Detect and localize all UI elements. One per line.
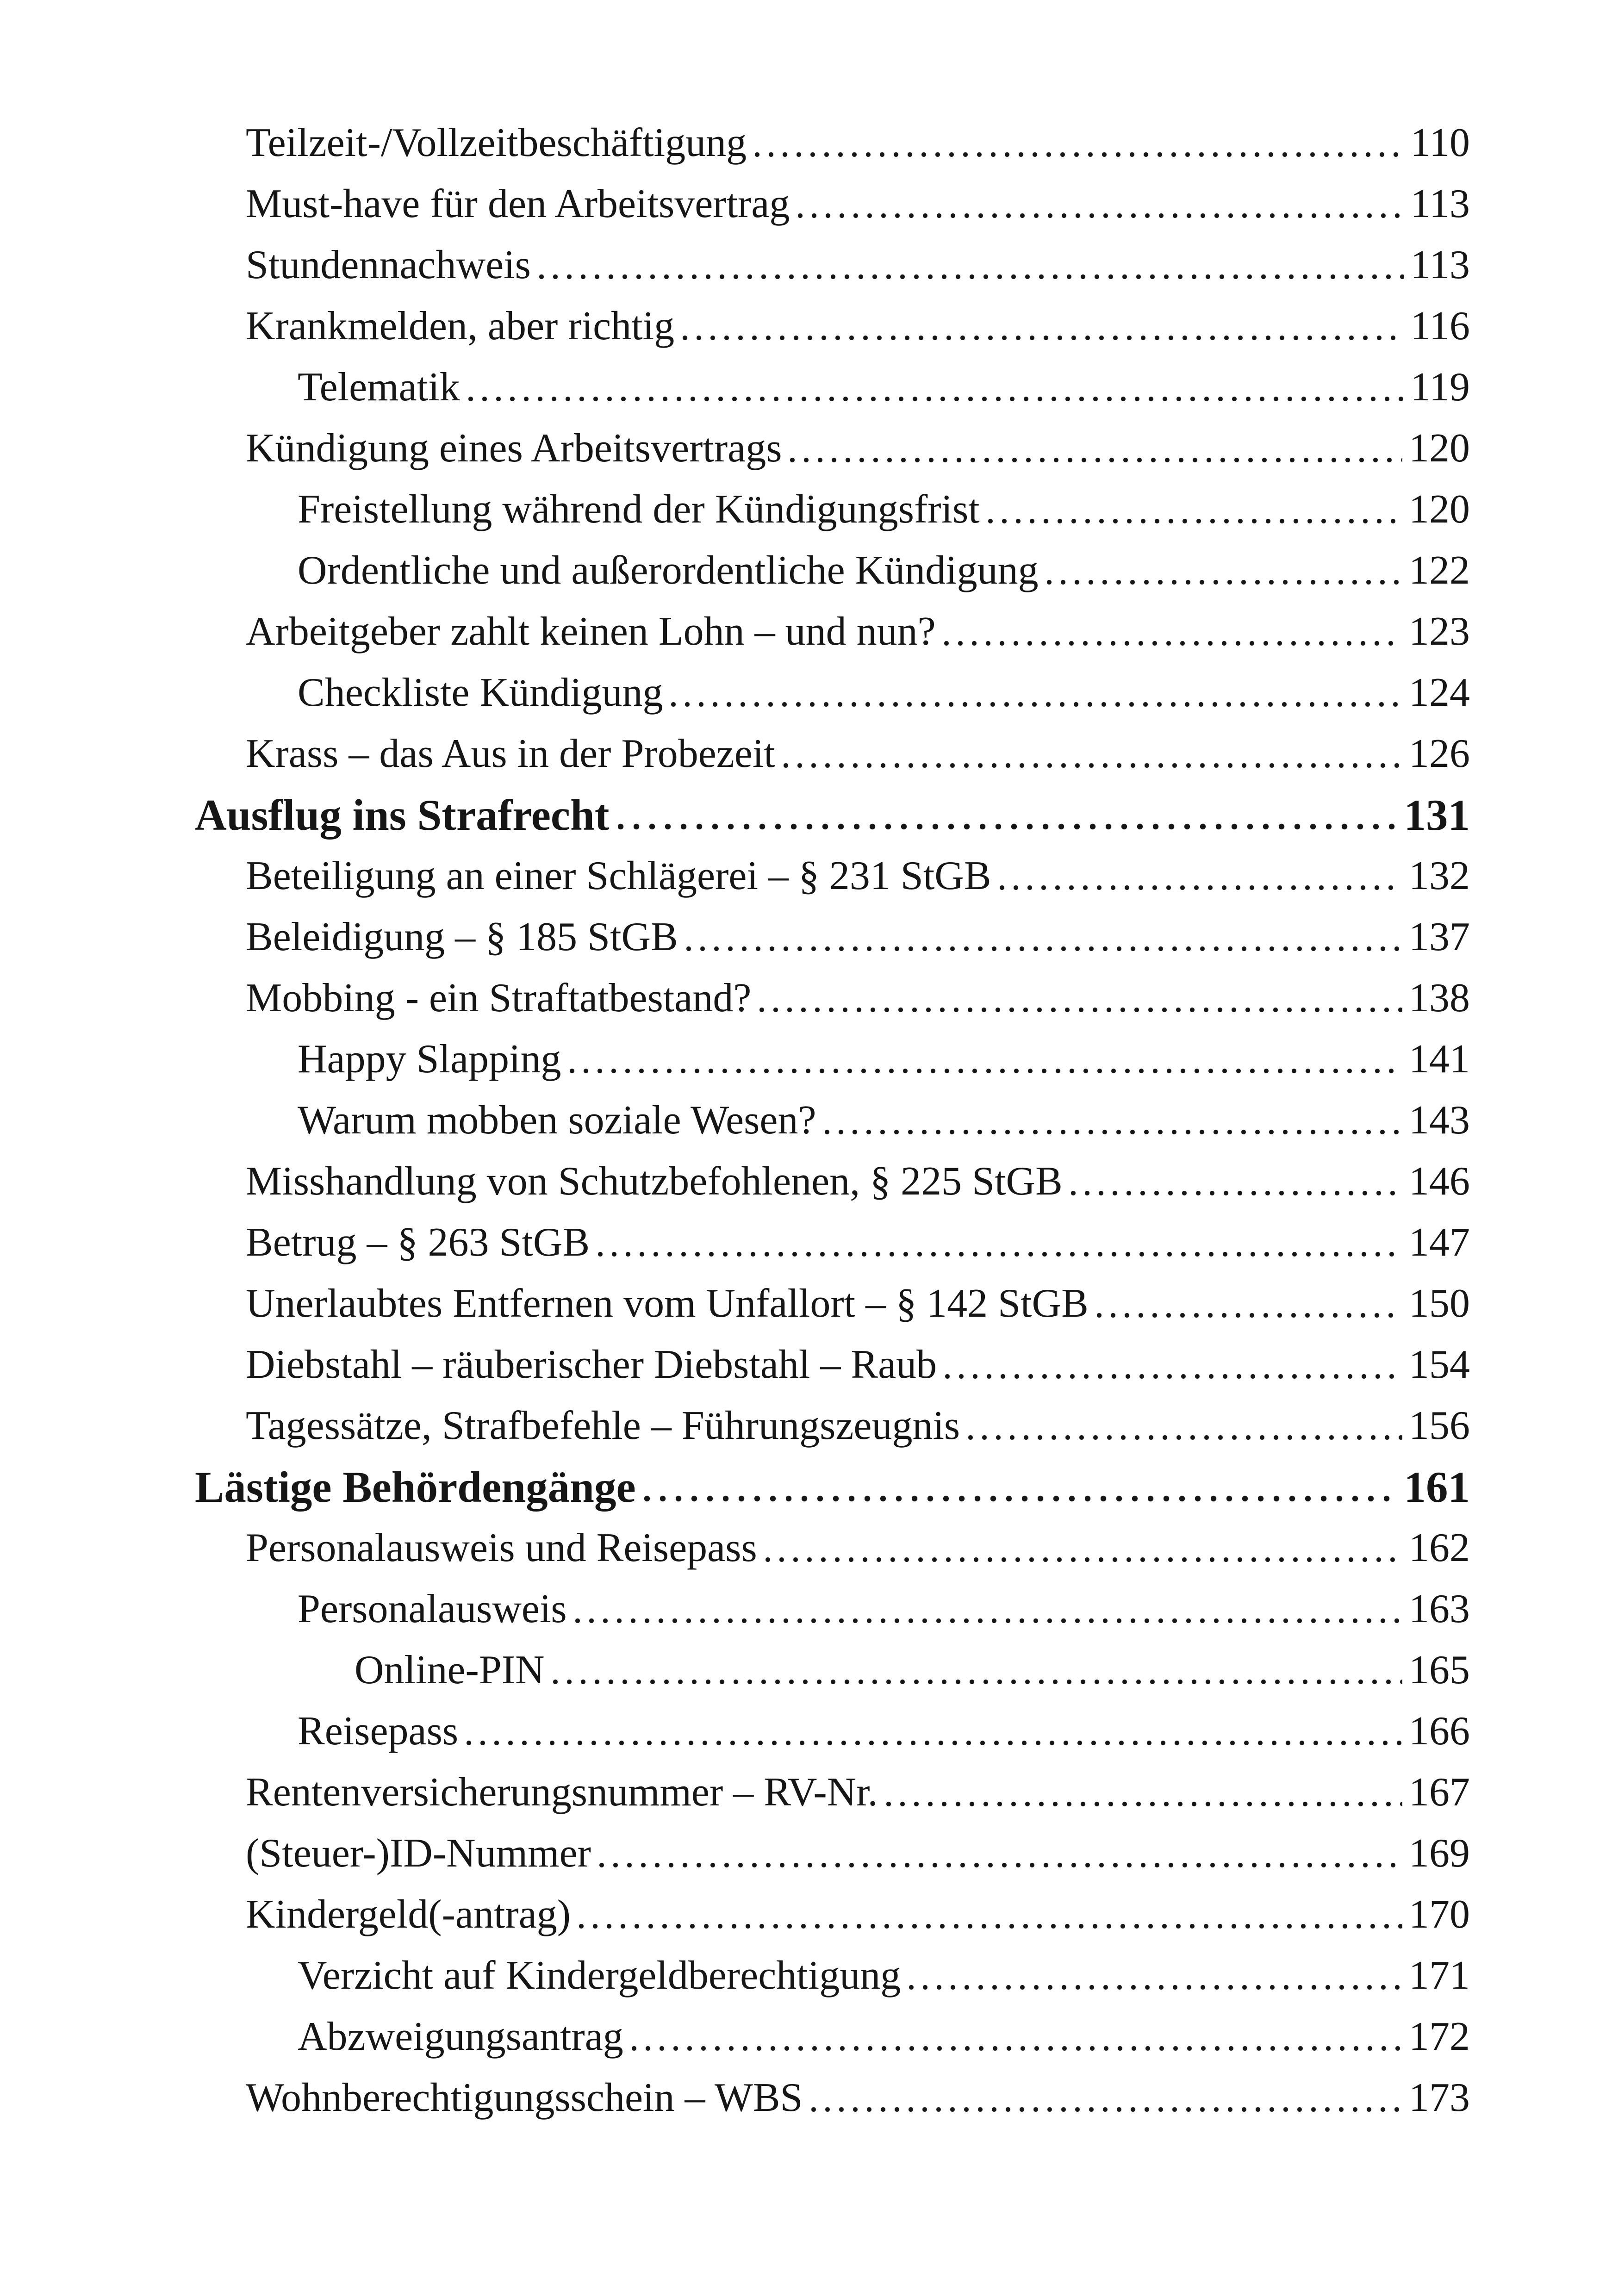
toc-entry-title: Verzicht auf Kindergeldberechtigung <box>298 1953 901 1998</box>
toc-entry <box>195 112 1470 174</box>
dot-leader <box>599 1862 1402 1868</box>
dot-leader <box>671 701 1402 708</box>
toc-entry-title: Personalausweis und Reisepass <box>246 1525 757 1570</box>
toc-entry <box>195 1334 1470 1395</box>
toc-entry-title: Lästige Behördengänge <box>195 1462 636 1512</box>
toc-entry-page: 126 <box>1409 731 1470 776</box>
toc-entry-title: Krankmelden, aber richtig <box>246 304 675 348</box>
toc-entry-title: Kindergeld(-antrag) <box>246 1892 571 1937</box>
toc-entry-page: 120 <box>1409 487 1470 532</box>
toc-entry-page: 163 <box>1409 1587 1470 1631</box>
toc-entry-title: Must-have für den Arbeitsvertrag <box>246 181 790 226</box>
toc-entry-page: 131 <box>1404 790 1470 840</box>
toc-entry-page: 165 <box>1409 1648 1470 1692</box>
toc-entry <box>195 1151 1470 1212</box>
toc-entry-title: Happy Slapping <box>298 1037 561 1082</box>
toc-entry-page: 132 <box>1409 853 1470 898</box>
toc-entry-title: Misshandlung von Schutzbefohlenen, § 225 StGB <box>246 1159 1063 1204</box>
toc-entry <box>195 1518 1470 1579</box>
toc-entry-title: Tagessätze, Strafbefehle – Führungszeugnis <box>246 1403 960 1448</box>
dot-leader <box>467 1740 1402 1746</box>
toc-entry <box>195 1579 1470 1640</box>
toc-entry <box>195 1884 1470 1945</box>
dot-leader <box>825 1129 1403 1135</box>
toc-entry-title: Warum mobben soziale Wesen? <box>298 1098 816 1143</box>
dot-leader <box>1071 1190 1402 1196</box>
toc-entry-page: 138 <box>1409 976 1470 1020</box>
toc-entry-title: Rentenversicherungsnummer – RV-Nr. <box>246 1770 878 1815</box>
toc-entry-title: Telematik <box>298 365 460 410</box>
toc-entry <box>195 296 1470 357</box>
toc-entry-page: 173 <box>1409 2075 1470 2120</box>
toc-entry <box>195 540 1470 601</box>
toc-entry-title: Reisepass <box>298 1709 459 1754</box>
toc-entry-page: 141 <box>1409 1037 1470 1082</box>
toc-entry-page: 162 <box>1409 1525 1470 1570</box>
toc-entry <box>195 357 1470 418</box>
toc-entry-title: Stundennachweis <box>246 243 531 287</box>
dot-leader <box>1000 884 1402 891</box>
toc-entry <box>195 662 1470 723</box>
dot-leader <box>755 151 1404 158</box>
toc-entry-title: Mobbing - ein Straftatbestand? <box>246 976 752 1020</box>
dot-leader <box>784 762 1402 769</box>
dot-leader <box>909 1984 1402 1991</box>
dot-leader <box>968 1434 1402 1441</box>
dot-leader <box>1097 1312 1402 1319</box>
toc-entry <box>195 907 1470 968</box>
toc-entry-page: 120 <box>1409 426 1470 471</box>
toc-entry-title: Beteiligung an einer Schlägerei – § 231 StGB <box>246 853 991 898</box>
toc-entry <box>195 1640 1470 1701</box>
toc-entry <box>195 1090 1470 1151</box>
toc-entry <box>195 418 1470 479</box>
toc-entry-page: 113 <box>1410 181 1470 226</box>
dot-leader <box>988 518 1402 524</box>
toc-entry-page: 110 <box>1410 120 1470 165</box>
toc-entry <box>195 1456 1470 1518</box>
dot-leader <box>811 2106 1402 2113</box>
toc-entry-title: Diebstahl – räuberischer Diebstahl – Raub <box>246 1342 937 1387</box>
toc-entry-page: 167 <box>1409 1770 1470 1815</box>
toc-entry-title: Unerlaubtes Entfernen vom Unfallort – § 142 StGB <box>246 1281 1089 1326</box>
dot-leader <box>886 1801 1402 1807</box>
dot-leader <box>1047 579 1402 585</box>
toc-entry-page: 146 <box>1409 1159 1470 1204</box>
toc-entry <box>195 784 1470 846</box>
toc-entry-page: 171 <box>1409 1953 1470 1998</box>
toc-entry-page: 161 <box>1404 1462 1470 1512</box>
toc-entry <box>195 846 1470 907</box>
dot-leader <box>579 1923 1402 1929</box>
toc-entry <box>195 174 1470 235</box>
toc-entry-title: Abzweigungsantrag <box>298 2014 623 2059</box>
toc-entry <box>195 235 1470 296</box>
toc-entry <box>195 1273 1470 1334</box>
toc-entry-title: (Steuer-)ID-Nummer <box>246 1831 591 1876</box>
toc-entry <box>195 1701 1470 1762</box>
dot-leader <box>468 396 1404 402</box>
toc-entry-page: 150 <box>1409 1281 1470 1326</box>
dot-leader <box>598 1251 1402 1257</box>
toc-entry-page: 137 <box>1409 915 1470 959</box>
toc-entry <box>195 1823 1470 1884</box>
dot-leader <box>945 1373 1402 1380</box>
toc-entry-page: 147 <box>1409 1220 1470 1265</box>
dot-leader <box>798 212 1404 219</box>
dot-leader <box>765 1556 1402 1563</box>
toc-entry <box>195 1395 1470 1456</box>
toc-entry-page: 156 <box>1409 1403 1470 1448</box>
toc-entry <box>195 479 1470 540</box>
toc-entry-title: Personalausweis <box>298 1587 567 1631</box>
toc-entry-page: 166 <box>1409 1709 1470 1754</box>
toc-entry-title: Krass – das Aus in der Probezeit <box>246 731 775 776</box>
toc-entry-title: Freistellung während der Kündigungsfrist <box>298 487 980 532</box>
dot-leader <box>683 335 1404 341</box>
toc-entry-page: 172 <box>1409 2014 1470 2059</box>
toc-entry <box>195 2067 1470 2128</box>
toc-entry <box>195 1762 1470 1823</box>
toc-entry-page: 123 <box>1409 609 1470 654</box>
toc-entry-title: Kündigung eines Arbeitsvertrags <box>246 426 782 471</box>
toc-entry-title: Checkliste Kündigung <box>298 670 663 715</box>
toc-entry-page: 122 <box>1409 548 1470 593</box>
dot-leader <box>539 274 1404 280</box>
toc-entry-title: Betrug – § 263 StGB <box>246 1220 590 1265</box>
toc-entry-title: Ausflug ins Strafrecht <box>195 790 610 840</box>
dot-leader <box>632 2045 1402 2052</box>
toc-entry-page: 119 <box>1410 365 1470 410</box>
dot-leader <box>790 457 1402 463</box>
toc-entry <box>195 1945 1470 2006</box>
toc-entry-title: Teilzeit-/Vollzeitbeschäftigung <box>246 120 747 165</box>
toc-entry-page: 170 <box>1409 1892 1470 1937</box>
dot-leader <box>644 1495 1398 1502</box>
toc-entry <box>195 2006 1470 2067</box>
toc-entry-title: Ordentliche und außerordentliche Kündigung <box>298 548 1039 593</box>
toc-entry-title: Wohnberechtigungsschein – WBS <box>246 2075 803 2120</box>
toc-entry-title: Online-PIN <box>355 1648 545 1692</box>
toc-entry-page: 143 <box>1409 1098 1470 1143</box>
toc-entry <box>195 968 1470 1029</box>
toc-entry-title: Arbeitgeber zahlt keinen Lohn – und nun? <box>246 609 936 654</box>
toc-entry-page: 113 <box>1410 243 1470 287</box>
dot-leader <box>759 1007 1402 1013</box>
toc-entry <box>195 723 1470 784</box>
toc-entry-page: 124 <box>1409 670 1470 715</box>
toc-entry-page: 116 <box>1410 304 1470 348</box>
toc-entry-title: Beleidigung – § 185 StGB <box>246 915 678 959</box>
toc-entry-page: 169 <box>1409 1831 1470 1876</box>
dot-leader <box>575 1618 1402 1624</box>
dot-leader <box>944 640 1402 647</box>
toc-entry-page: 154 <box>1409 1342 1470 1387</box>
dot-leader <box>618 823 1398 830</box>
toc-list <box>195 112 1470 2128</box>
dot-leader <box>553 1679 1402 1685</box>
dot-leader <box>570 1068 1402 1074</box>
dot-leader <box>686 946 1402 952</box>
toc-entry <box>195 1212 1470 1273</box>
toc-entry <box>195 1029 1470 1090</box>
toc-entry <box>195 601 1470 662</box>
